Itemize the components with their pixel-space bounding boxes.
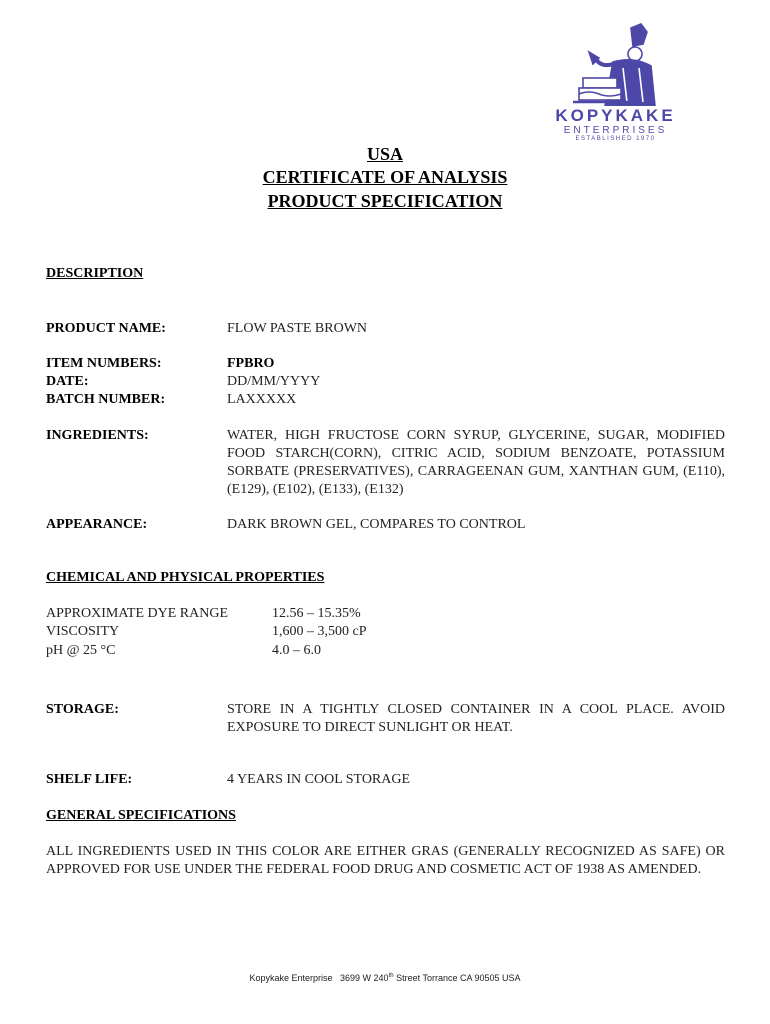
- footer-street-rest: Street Torrance CA 90505 USA: [396, 973, 521, 983]
- viscosity-label: VISCOSITY: [46, 624, 120, 639]
- item-numbers-label: ITEM NUMBERS:: [46, 356, 162, 371]
- company-logo: [543, 22, 688, 144]
- footer-street-suffix: th: [388, 973, 394, 979]
- storage-value: STORE IN A TIGHTLY CLOSED CONTAINER IN A COOL PLACE. AVOID EXPOSURE TO DIRECT SUNLIGHT OR HEAT.: [227, 702, 725, 735]
- title-specification: PRODUCT SPECIFICATION: [267, 191, 503, 211]
- ph-value: 4.0 – 6.0: [272, 643, 321, 658]
- appearance-value: DARK BROWN GEL, COMPARES TO CONTROL: [227, 517, 526, 532]
- general-text: ALL INGREDIENTS USED IN THIS COLOR ARE EITHER GRAS (GENERALLY RECOGNIZED AS SAFE) OR APPROVED FOR USE UNDER THE FEDERAL FOOD DRUG AND COSMETIC ACT OF 1938 AS AMENDED.: [46, 844, 725, 877]
- logo-established: ESTABLISHED 1970: [575, 136, 656, 142]
- shelf-life-value: 4 YEARS IN COOL STORAGE: [227, 772, 411, 787]
- dye-range-value: 12.56 – 15.35%: [272, 606, 361, 621]
- date-value: DD/MM/YYYY: [227, 374, 321, 389]
- item-numbers-value: FPBRO: [227, 356, 275, 371]
- ingredients-value: WATER, HIGH FRUCTOSE CORN SYRUP, GLYCERINE, SUGAR, MODIFIED FOOD STARCH(CORN), CITRIC ACID, SODIUM BENZOATE, POTASSIUM SORBATE (PRESERVATIVES), CARRAGEENAN GUM, XANTHAN GUM, (E110), (E129), (E102), (E133), (E132): [227, 428, 725, 497]
- date-label: DATE:: [46, 374, 89, 389]
- ingredients-label: INGREDIENTS:: [46, 428, 149, 443]
- dye-range-label: APPROXIMATE DYE RANGE: [46, 606, 229, 621]
- product-name-label: PRODUCT NAME:: [46, 321, 166, 336]
- product-name-value: FLOW PASTE BROWN: [227, 321, 368, 336]
- appearance-label: APPEARANCE:: [46, 517, 148, 532]
- viscosity-value: 1,600 – 3,500 cP: [272, 624, 367, 639]
- ph-label: pH @ 25 °C: [46, 643, 116, 658]
- footer-address: [0, 973, 770, 983]
- chemical-heading: CHEMICAL AND PHYSICAL PROPERTIES: [46, 570, 325, 585]
- storage-label: STORAGE:: [46, 702, 119, 717]
- logo-name: KOPYKAKE: [555, 106, 676, 125]
- chef-icon: [543, 22, 688, 106]
- batch-number-label: BATCH NUMBER:: [46, 392, 166, 407]
- title-country: USA: [366, 144, 403, 164]
- shelf-life-label: SHELF LIFE:: [46, 772, 133, 787]
- general-heading: GENERAL SPECIFICATIONS: [46, 808, 236, 823]
- logo-subtitle: ENTERPRISES: [563, 125, 668, 136]
- footer-street-number: 3699 W 240: [340, 973, 389, 983]
- footer-company: Kopykake Enterprise: [249, 973, 333, 983]
- batch-number-value: LAXXXXX: [227, 392, 297, 407]
- title-certificate: CERTIFICATE OF ANALYSIS: [262, 167, 508, 187]
- description-heading: DESCRIPTION: [46, 266, 144, 281]
